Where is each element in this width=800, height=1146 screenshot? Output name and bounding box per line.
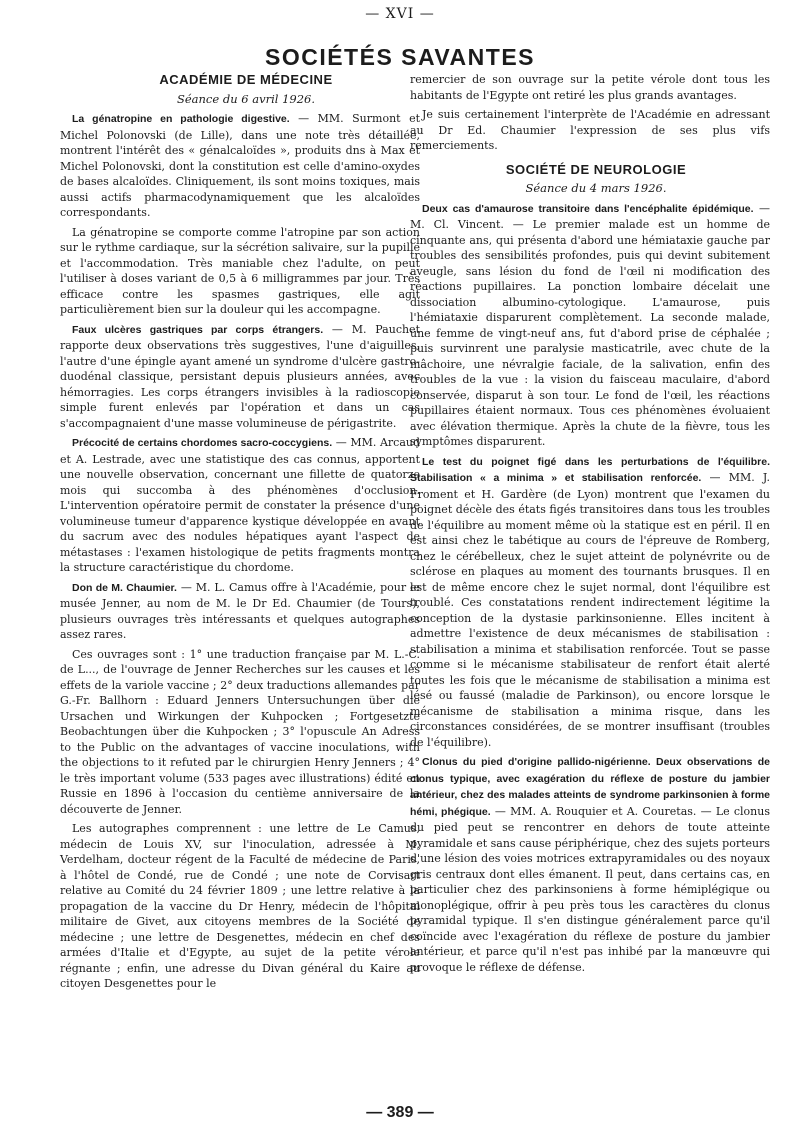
article-don-chaumier: [60, 580, 420, 643]
article-heading: Précocité de certains chordomes sacro-coccygiens.: [72, 437, 333, 449]
section-date-academie: Séance du 6 avril 1926.: [176, 91, 316, 106]
paragraph: Les autographes comprennent : une lettre de Le Camus, médecin de Louis XV, sur l'inoculation, adressée à M. Verdelham, docteur régent de la Faculté de médecine de Paris, à l'hôtel de Condé, rue de Condé ; une note de Corvisart relative au Comité du 24 février 1809 ; une lettre relative à la propagation de la vaccine du Dr Henry, médecin de l'hôpital militaire de Givet, aux citoyens membres de la Société de médecine ; une lettre de Desgenettes, médecin en chef des armées d'Italie et d'Egypte, au sujet de la petite vérole régnante ; enfin, une adresse du Divan général du Kaire au citoyen Desgenettes pour le: [60, 822, 420, 990]
article-body: — MM. Arcaud et A. Lestrade, avec une statistique des cas connus, apportent une nouvelle observation, concernant une fillette de quatorze mois qui succomba à des phénomènes d'occlusion. L'intervention opératoire permit de constater la présence d'une volumineuse tumeur d'apparence kystique développée en avant du sacrum avec des nodules hépatiques ayant l'aspect de métastases : l'examen histologique de petits fragments montra la structure caractéristique du chordome.: [60, 436, 420, 574]
article-body: — M. L. Camus offre à l'Académie, pour le musée Jenner, au nom de M. le Dr Ed. Chaumier (de Tours), plusieurs ouvrages très intéressants et quelques autographes assez rares.: [60, 580, 420, 641]
article-body: — MM. J. Froment et H. Gardère (de Lyon) montrent que l'examen du poignet décèle des états figés transitoires dans tous les troubles de l'équilibre au moment même où la statique est en péril. Il en est ainsi chez le tabétique au cours de l'épreuve de Romberg, chez le cérébelleux, chez le sujet atteint de polynévrite ou de sclérose en plaques au moment des tournants brusques. Il en est de même encore chez le sujet normal, dont l'équilibre est troublé. Ces constatations rendent indirectement légitime la conception de la dystasie parkinsonienne. Elles incitent à admettre l'existence de deux mécanismes de stabilisation : stabilisation a minima et stabilisation renforcée. Tout se passe comme si le mécanisme stabilisateur de renfort était alerté toutes les fois que le mécanisme de stabilisation a minima est lésé ou faussé (maladie de Parkinson), ou encore lorsque le mécanisme de stabilisation a minima risque, dans les circonstances considérées, de se montrer insuffisant (troubles de l'équilibre).: [410, 471, 770, 749]
article-heading: Don de M. Chaumier.: [72, 581, 177, 594]
article-heading: Clonus du pied d'origine pallido-nigérienne. Deux observations de clonus typique, avec exagération du réflexe de posture du jambier antérieur, chez des malades atteints de syndrome parkinsonien à forme hémi, phégique.: [410, 756, 770, 818]
paragraph: Je suis certainement l'interprète de l'Académie en adressant au Dr Ed. Chaumier l'expression de ses plus vifs remerciements.: [410, 108, 770, 152]
article-body: — MM. Surmont et Michel Polonovski (de Lille), dans une note très détaillée, montrent l'intérêt des « génalcaloïdes », produits dns à Max et Michel Polonovski, dont la constitution est celle d'amino-oxydes de bases alcaloïdes. Cliniquement, ils sont moins toxiques, mais aussi actifs pharmacodynamiquement que les alcaloïdes correspondants.: [60, 112, 420, 219]
article-amaurose: [410, 201, 770, 450]
section-title-academie: ACADÉMIE DE MÉDECINE: [159, 72, 333, 87]
article-faux-ulceres: [60, 322, 420, 432]
article-genatropine: [60, 111, 420, 221]
right-column: [410, 72, 770, 979]
article-chordomes: [60, 435, 420, 576]
article-test-poignet: [410, 454, 770, 751]
article-heading: Le test du poignet figé dans les perturbations de l'équilibre. Stabilisation « a minima » et stabilisation renforcée.: [410, 455, 770, 484]
article-heading: La génatropine en pathologie digestive.: [72, 113, 290, 125]
paragraph: Ces ouvrages sont : 1° une traduction française par M. L.-C. de L..., de l'ouvrage de Jenner Recherches sur les causes et les effets de la variole vaccine ; 2° deux traductions allemandes par G.-Fr. Ballhorn : Eduard Jenners Untersuchungen über die Ursachen und Wirkungen der Kuhpocken ; Fortgesetzte Beobachtungen über die Kuhpocken ; 3° l'opuscule An Adress to the Public on the advantages of vaccine inoculations, with the objections to it refuted par le chirurgien Henry Jenners ; 4° le très important volume (533 pages avec illustrations) édité en Russie en 1896 à l'occasion du centième anniversaire de la découverte de Jenner.: [60, 647, 420, 816]
article-body: — M. Cl. Vincent. — Le premier malade est un homme de cinquante ans, qui présenta d'abord une hémiataxie gauche par troubles des sensibilités profondes, puis qui devint subitement aveugle, sans lésion du fond de l'œil ni modification des réactions pupillaires. La ponction lombaire décelait une dissociation albumino-cytologique. L'amaurose, puis l'hémiataxie disparurent complètement. La seconde malade, une femme de vingt-neuf ans, fut d'abord prise de céphalée ; puis survinrent une paralysie masticatrile, avec chute de la mâchoire, une névralgie faciale, de la salivation, enfin des troubles de la vue : la vision du faisceau maculaire, d'abord conservée, disparut à son tour. Le fond de l'œil, les réactions pupillaires étaient normaux. Tous ces phénomènes évoluaient avec élévation thermique. Après la chute de la fièvre, tous les symptômes disparurent.: [410, 201, 770, 448]
page-number: — 389 —: [366, 1104, 434, 1121]
article-clonus: [410, 754, 770, 975]
paragraph: remercier de son ouvrage sur la petite vérole dont tous les habitants de l'Egypte ont retiré les plus grands avantages.: [410, 73, 770, 102]
article-heading: Deux cas d'amaurose transitoire dans l'encéphalite épidémique.: [422, 202, 754, 215]
page-title: SOCIÉTÉS SAVANTES: [264, 44, 536, 70]
section-date-neurologie: Séance du 4 mars 1926.: [525, 181, 667, 195]
roman-page-marker: — XVI —: [365, 6, 435, 22]
article-body: — M. Pauchet rapporte deux observations très suggestives, l'une d'aiguilles, l'autre d'une épingle ayant amené un syndrome d'ulcère gastro-duodénal classique, persistant depuis plusieurs années, avec hémorragies. Les corps étrangers invisibles à la radioscopie simple furent enlevés par l'opération et dans un cas s'accompagnaient d'une masse volumineuse de périgastrite.: [60, 322, 420, 430]
article-heading: Faux ulcères gastriques par corps étrangers.: [72, 323, 324, 336]
left-column: [60, 72, 420, 996]
article-body: — MM. A. Rouquier et A. Couretas. — Le clonus du pied peut se rencontrer en dehors de toute atteinte pyramidale et sans cause périphérique, chez des sujets porteurs d'une lésion des voies motrices extrapyramidales ou des noyaux gris centraux dont elles émanent. Il peut, dans certains cas, en particulier chez des parkinsoniens à forme hémiplégique ou monoplégique, offrir à peu près tous les caractères du clonus pyramidal typique. Il s'en distingue généralement parce qu'il coïncide avec l'exagération du réflexe de posture du jambier antérieur, et parce qu'il n'est pas inhibé par la manœuvre qui provoque le réflexe de défense.: [410, 804, 770, 974]
paragraph: La génatropine se comporte comme l'atropine par son action sur le rythme cardiaque, sur la sécrétion salivaire, sur la pupille et l'accommodation. Très maniable chez l'adulte, on peut l'utiliser à doses variant de 0,5 à 6 milligrammes par jour. Très efficace contre les spasmes gastriques, elle agit particulièrement bien sur la douleur qui les accompagne.: [60, 225, 420, 316]
section-title-neurologie: SOCIÉTÉ DE NEUROLOGIE: [505, 161, 687, 177]
